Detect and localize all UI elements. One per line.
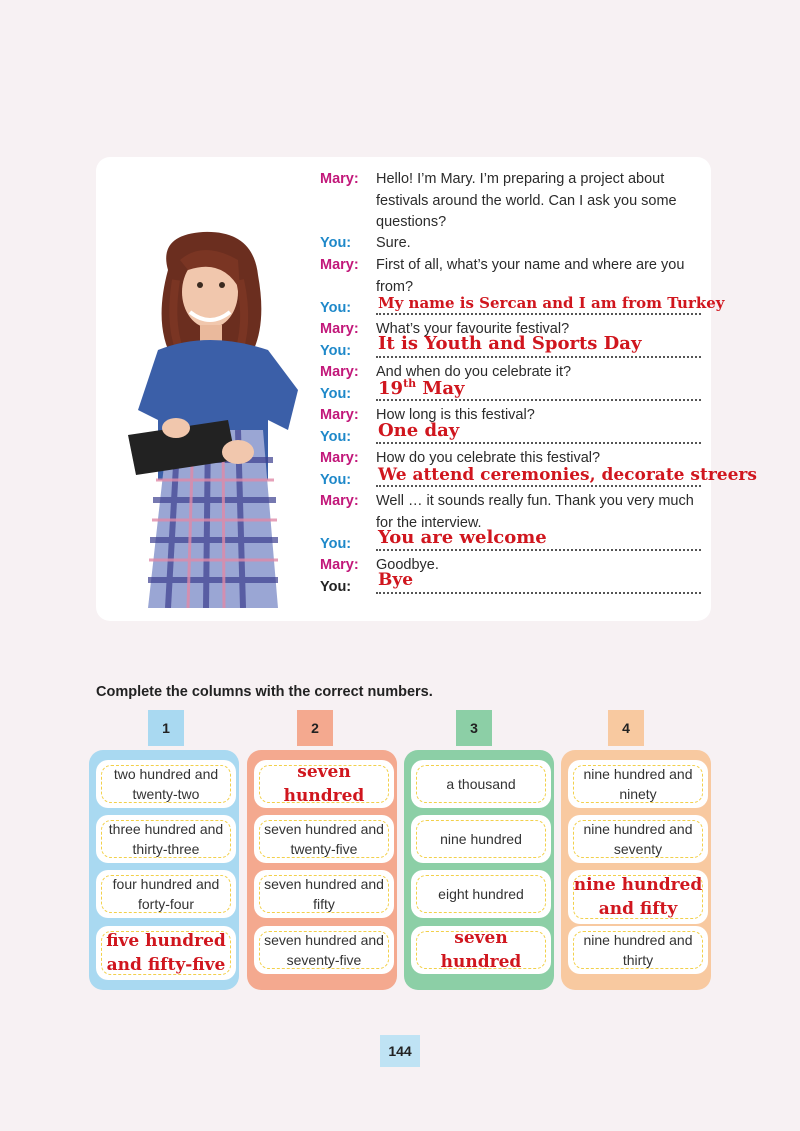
speaker-you: You: bbox=[320, 343, 352, 359]
handwritten-answer: You are welcome bbox=[378, 527, 547, 548]
dialogue-text: What’s your favourite festival? bbox=[376, 321, 570, 337]
dialogue-text: How do you celebrate this festival? bbox=[376, 450, 601, 466]
number-cell: seven hundred and seventy-five bbox=[254, 926, 394, 974]
speaker-you: You: bbox=[320, 429, 352, 445]
number-cell-answer[interactable]: nine hundred and fifty bbox=[568, 870, 708, 924]
number-cell: eight hundred bbox=[411, 870, 551, 918]
speaker-mary: Mary: bbox=[320, 257, 359, 273]
number-column-2 bbox=[247, 750, 397, 990]
speaker-you: You: bbox=[320, 300, 352, 316]
dialogue-text: Sure. bbox=[376, 235, 411, 251]
dialogue-text: Hello! I’m Mary. I’m preparing a project about festivals around the world. Can I ask you some questions? bbox=[376, 171, 677, 230]
speaker-mary: Mary: bbox=[320, 450, 359, 466]
number-cell-answer[interactable]: five hundred and fifty-five bbox=[96, 926, 236, 980]
speaker-you: You: bbox=[320, 472, 352, 488]
column-label-1: 1 bbox=[148, 710, 184, 746]
dialogue-text: First of all, what’s your name and where are you from? bbox=[376, 257, 685, 295]
number-cell: nine hundred and thirty bbox=[568, 926, 708, 974]
number-cell: two hundred and twenty-two bbox=[96, 760, 236, 808]
number-cell: nine hundred and ninety bbox=[568, 760, 708, 808]
number-column-3 bbox=[404, 750, 554, 990]
number-cell-answer[interactable]: seven hundred bbox=[254, 760, 394, 808]
number-cell: a thousand bbox=[411, 760, 551, 808]
dialogue-text: Well … it sounds really fun. Thank you very much for the interview. bbox=[376, 493, 694, 531]
page-number: 144 bbox=[380, 1035, 420, 1067]
speaker-you: You: bbox=[320, 386, 352, 402]
column-label-3: 3 bbox=[456, 710, 492, 746]
answer-blank[interactable] bbox=[376, 576, 701, 594]
handwritten-answer: It is Youth and Sports Day bbox=[378, 333, 642, 354]
number-column-1 bbox=[89, 750, 239, 990]
handwritten-answer: Bye bbox=[378, 570, 414, 590]
number-cell-answer[interactable]: seven hundred bbox=[411, 926, 551, 974]
dialogue-text: How long is this festival? bbox=[376, 407, 535, 423]
handwritten-answer: We attend ceremonies, decorate streers bbox=[378, 465, 757, 485]
number-cell: nine hundred and seventy bbox=[568, 815, 708, 863]
number-cell: seven hundred and twenty-five bbox=[254, 815, 394, 863]
speaker-mary: Mary: bbox=[320, 557, 359, 573]
speaker-mary: Mary: bbox=[320, 493, 359, 509]
column-label-4: 4 bbox=[608, 710, 644, 746]
speaker-you: You: bbox=[320, 235, 352, 251]
handwritten-answer: 19th May bbox=[378, 377, 465, 399]
girl-with-clipboard-photo bbox=[128, 230, 308, 608]
speaker-mary: Mary: bbox=[320, 407, 359, 423]
exercise-instruction: Complete the columns with the correct numbers. bbox=[96, 684, 433, 700]
number-cell: four hundred and forty-four bbox=[96, 870, 236, 918]
speaker-you: You: bbox=[320, 536, 352, 552]
speaker-mary: Mary: bbox=[320, 321, 359, 337]
handwritten-answer: One day bbox=[378, 420, 460, 441]
speaker-mary: Mary: bbox=[320, 171, 359, 187]
dialogue-text: And when do you celebrate it? bbox=[376, 364, 572, 380]
number-cell: nine hundred bbox=[411, 815, 551, 863]
number-column-4 bbox=[561, 750, 711, 990]
speaker-you: You: bbox=[320, 579, 352, 595]
column-label-2: 2 bbox=[297, 710, 333, 746]
number-cell: seven hundred and fifty bbox=[254, 870, 394, 918]
handwritten-answer: My name is Sercan and I am from Turkey bbox=[378, 294, 725, 312]
number-cell: three hundred and thirty-three bbox=[96, 815, 236, 863]
speaker-mary: Mary: bbox=[320, 364, 359, 380]
dialogue-text: Goodbye. bbox=[376, 557, 439, 573]
